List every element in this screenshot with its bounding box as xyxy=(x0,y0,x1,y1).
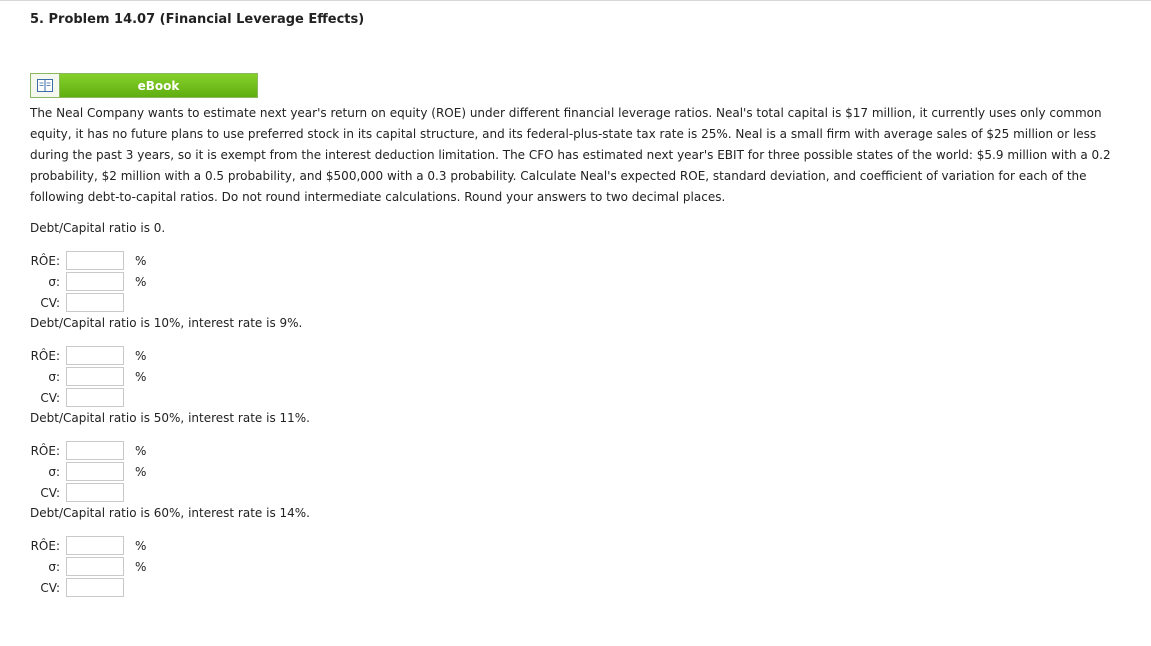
top-divider xyxy=(0,0,1151,1)
roe-input-1[interactable] xyxy=(66,251,124,270)
cv-input-1[interactable] xyxy=(66,293,124,312)
roe-input-3[interactable] xyxy=(66,441,124,460)
percent-unit: % xyxy=(135,348,147,363)
percent-unit: % xyxy=(135,369,147,384)
problem-statement: The Neal Company wants to estimate next year's return on equity (ROE) under different financial leverage ratios. Neal's total capital is $17 million, it currently uses only common equity, it has no future plans to use preferred stock in its capital structure, and its federal-plus-state tax rate is 25%. Neal is a small firm with average sales of $25 million or less during the past 3 years, so it is exempt from the interest deduction limitation. The CFO has estimated next year's EBIT for three possible states of the world: $5.9 million with a 0.2 probability, $2 million with a 0.5 probability, and $500,000 with a 0.3 probability. Calculate Neal's expected ROE, standard deviation, and coefficient of variation for each of the following debt-to-capital ratios. Do not round intermediate calculations. Round your answers to two decimal places. xyxy=(30,106,1111,204)
percent-unit: % xyxy=(135,443,147,458)
roe-label: RÔE: xyxy=(30,538,60,553)
section-heading-1: Debt/Capital ratio is 0. xyxy=(30,221,166,235)
roe-row-4 xyxy=(30,536,146,555)
roe-label: RÔE: xyxy=(30,348,60,363)
ebook-label: eBook xyxy=(60,74,257,97)
cv-row-3 xyxy=(30,483,124,502)
cv-row-1 xyxy=(30,293,124,312)
sigma-input-3[interactable] xyxy=(66,462,124,481)
sigma-row-1 xyxy=(30,272,146,291)
cv-row-4 xyxy=(30,578,124,597)
cv-input-4[interactable] xyxy=(66,578,124,597)
book-icon xyxy=(31,74,60,97)
sigma-label: σ: xyxy=(48,369,60,384)
cv-label: CV: xyxy=(40,580,60,595)
cv-label: CV: xyxy=(40,390,60,405)
roe-label: RÔE: xyxy=(30,443,60,458)
cv-label: CV: xyxy=(40,295,60,310)
cv-row-2 xyxy=(30,388,124,407)
cv-input-2[interactable] xyxy=(66,388,124,407)
percent-unit: % xyxy=(135,464,147,479)
sigma-label: σ: xyxy=(48,464,60,479)
percent-unit: % xyxy=(135,538,147,553)
percent-unit: % xyxy=(135,274,147,289)
roe-input-4[interactable] xyxy=(66,536,124,555)
sigma-input-2[interactable] xyxy=(66,367,124,386)
sigma-input-4[interactable] xyxy=(66,557,124,576)
roe-input-2[interactable] xyxy=(66,346,124,365)
ebook-button[interactable] xyxy=(30,73,258,98)
percent-unit: % xyxy=(135,559,147,574)
roe-row-1 xyxy=(30,251,146,270)
sigma-label: σ: xyxy=(48,274,60,289)
roe-label: RÔE: xyxy=(30,253,60,268)
cv-input-3[interactable] xyxy=(66,483,124,502)
sigma-label: σ: xyxy=(48,559,60,574)
percent-unit: % xyxy=(135,253,147,268)
cv-label: CV: xyxy=(40,485,60,500)
sigma-row-2 xyxy=(30,367,146,386)
section-heading-2: Debt/Capital ratio is 10%, interest rate is 9%. xyxy=(30,316,303,330)
sigma-row-3 xyxy=(30,462,146,481)
roe-row-2 xyxy=(30,346,146,365)
problem-title: 5. Problem 14.07 (Financial Leverage Effects) xyxy=(30,12,365,27)
roe-row-3 xyxy=(30,441,146,460)
sigma-row-4 xyxy=(30,557,146,576)
section-heading-3: Debt/Capital ratio is 50%, interest rate is 11%. xyxy=(30,411,310,425)
section-heading-4: Debt/Capital ratio is 60%, interest rate is 14%. xyxy=(30,506,310,520)
sigma-input-1[interactable] xyxy=(66,272,124,291)
